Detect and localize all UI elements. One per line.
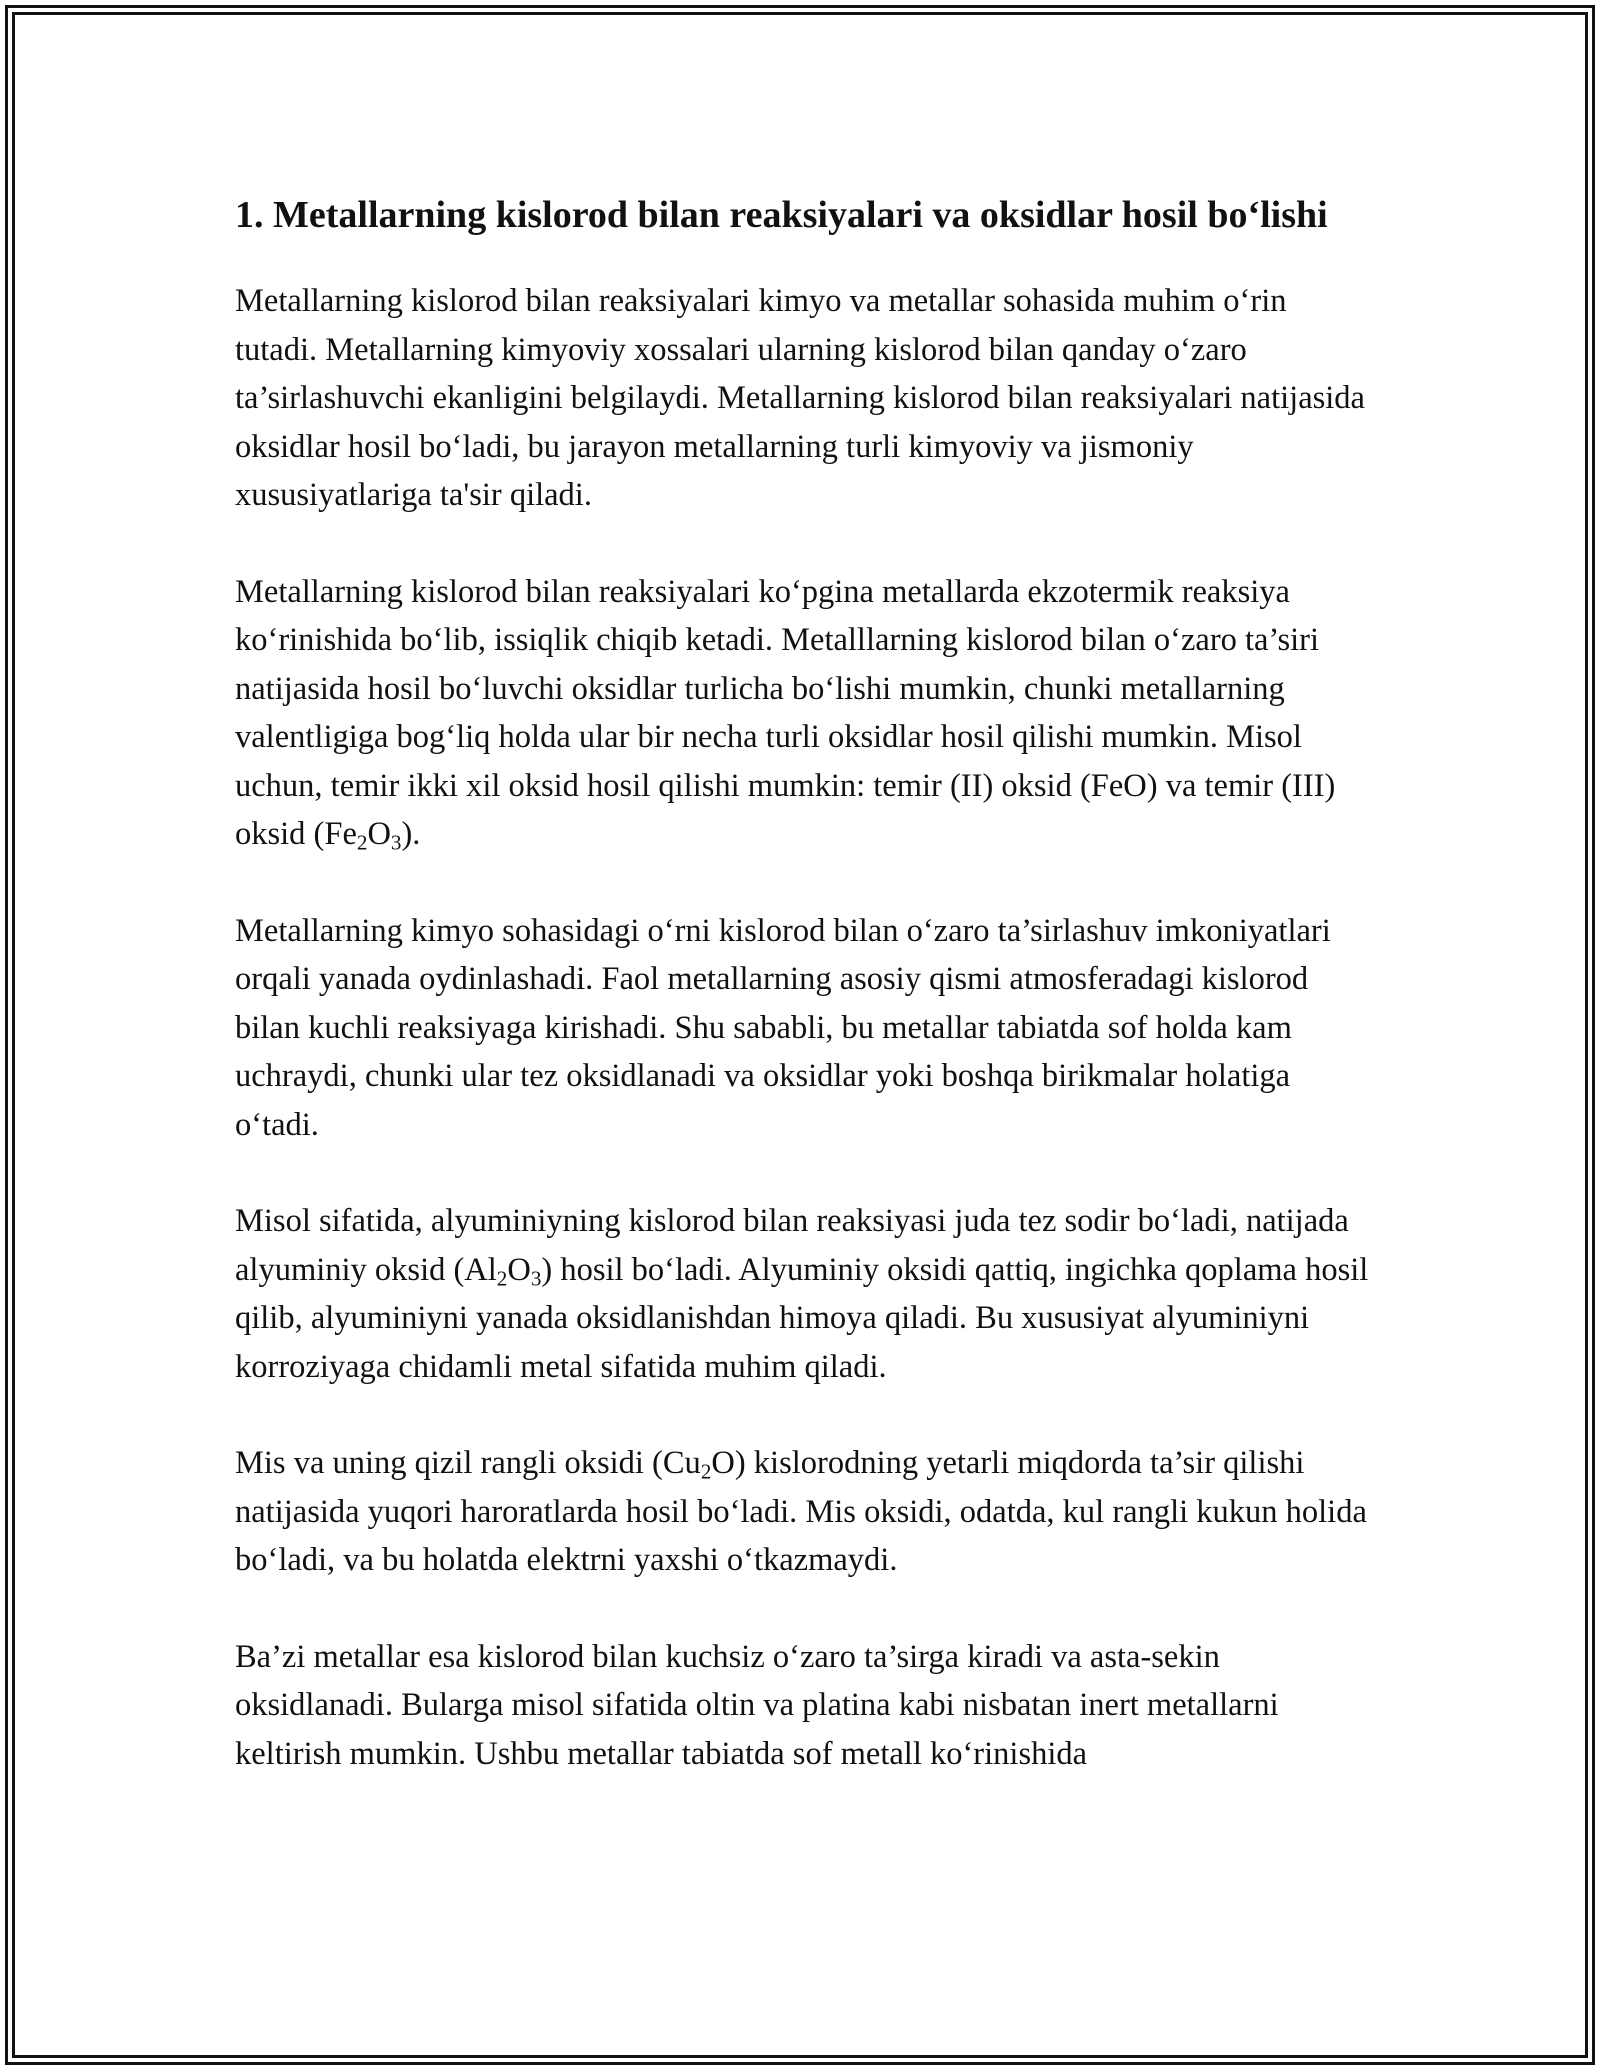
paragraph-6: Ba’zi metallar esa kislorod bilan kuchsiz o‘zaro ta’sirga kiradi va asta-sekin oksidlanadi. Bularga misol sifatida oltin va platina kabi nisbatan inert metallarni keltirish mumkin. Ushbu metallar tabiatda sof metall ko‘rinishida <box>235 1638 1279 1772</box>
paragraph-2-text: Metallarning kislorod bilan reaksiyalari ko‘pgina metallarda ekzotermik reaksiya ko‘rinishida bo‘lib, issiqlik chiqib ketadi. Metalllarning kislorod bilan o‘zaro ta’siri natijasida hosil bo‘luvchi oksidlar turlicha bo‘lishi mumkin, chunki metallarning valentligiga bog‘liq holda ular bir necha turli oksidlar hosil qilishi mumkin. Misol uchun, temir ikki xil oksid hosil qilishi mumkin: temir (II) oksid (FeO) va temir (III) oksid (Fe <box>235 573 1336 852</box>
paragraph-4-end: ) hosil bo‘ladi. Alyuminiy oksidi qattiq, ingichka qoplama hosil qilib, alyuminiyni yanada oksidlanishdan himoya qiladi. Bu xususiyat alyuminiyni korroziyaga chidamli metal sifatida muhim qiladi. <box>235 1251 1369 1385</box>
paragraph-4-text: Misol sifatida, alyuminiyning kislorod bilan reaksiyasi juda tez sodir bo‘ladi, natijada alyuminiy oksid (Al <box>235 1203 1349 1288</box>
paragraph-2 <box>235 568 1375 859</box>
formula-text: O <box>367 816 391 852</box>
document-body <box>235 188 1375 1826</box>
paragraph-4 <box>235 1197 1375 1391</box>
paragraph-5-text: Mis va uning qizil rangli oksidi (Cu <box>235 1445 701 1481</box>
paragraph-5-end: O) kislorodning yetarli miqdorda ta’sir qilishi natijasida yuqori haroratlarda hosil bo‘ladi. Mis oksidi, odatda, kul rangli kukun holida bo‘ladi, va bu holatda elektrni yaxshi o‘tkazmaydi. <box>235 1445 1367 1578</box>
paragraph-5 <box>235 1439 1375 1585</box>
formula-text: O <box>507 1251 531 1288</box>
paragraph-3: Metallarning kimyo sohasidagi o‘rni kislorod bilan o‘zaro ta’sirlashuv imkoniyatlari orqali yanada oydinlashadi. Faol metallarning asosiy qismi atmosferadagi kislorod bilan kuchli reaksiyaga kirishadi. Shu sababli, bu metallar tabiatda sof holda kam uchraydi, chunki ular tez oksidlanadi va oksidlar yoki boshqa birikmalar holatiga o‘tadi. <box>235 912 1331 1143</box>
paragraph-2-end: ). <box>401 816 421 852</box>
subscript: 3 <box>390 830 402 855</box>
subscript: 3 <box>530 1265 542 1290</box>
paragraph-1: Metallarning kislorod bilan reaksiyalari kimyo va metallar sohasida muhim o‘rin tutadi. Metallarning kimyoviy xossalari ularning kislorod bilan qanday o‘zaro ta’sirlashuvchi ekanligini belgilaydi. Metallarning kislorod bilan reaksiyalari natijasida oksidlar hosil bo‘ladi, bu jarayon metallarning turli kimyoviy va jismoniy xususiyatlariga ta'sir qiladi. <box>235 283 1365 513</box>
subscript: 2 <box>356 830 368 855</box>
subscript: 2 <box>700 1459 712 1484</box>
subscript: 2 <box>496 1265 508 1290</box>
section-heading: 1. Metallarning kislorod bilan reaksiyalari va oksidlar hosil bo‘lishi <box>235 194 1328 236</box>
